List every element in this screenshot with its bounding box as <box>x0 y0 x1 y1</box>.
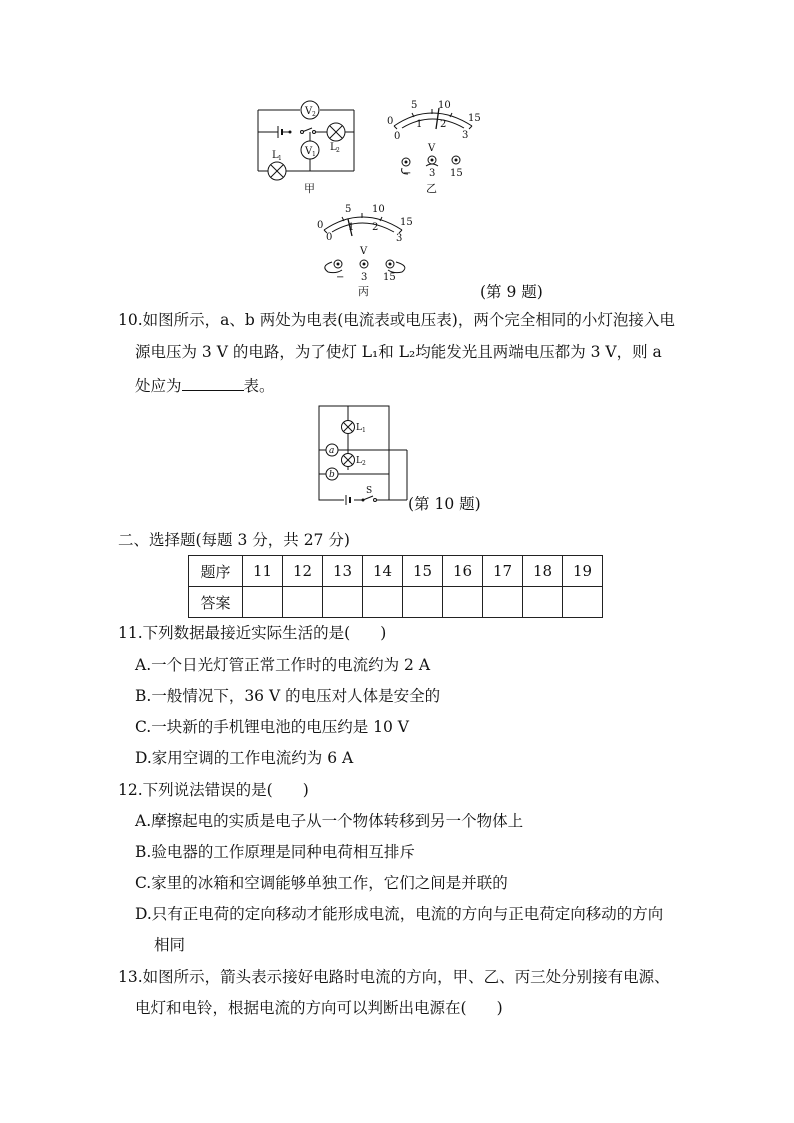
fig9-l2-sub: 2 <box>336 147 340 154</box>
fig9-yi-tick-0: 0 <box>394 131 401 142</box>
fig9-bing-term-15: 15 <box>383 272 396 283</box>
fig9-yi-unit: V <box>428 143 436 154</box>
q12-option-d-cont: 相同 <box>154 936 186 954</box>
fig9-yi-meter <box>380 96 490 196</box>
answer-table-number: 16 <box>443 556 483 587</box>
fig9-bing-term-minus: − <box>336 272 345 283</box>
q11-stem <box>118 623 386 643</box>
q13-line2 <box>135 998 503 1018</box>
section2-heading: 二、选择题(每题 3 分，共 27 分) <box>118 531 350 549</box>
fig9-yi-tick-1: 1 <box>416 119 423 130</box>
answer-table-number: 13 <box>323 556 363 587</box>
fig10-l1: L <box>356 423 362 433</box>
answer-table-number-row <box>189 556 603 587</box>
q11-option-d: D.家用空调的工作电流约为 6 A <box>135 749 354 767</box>
answer-table-number: 17 <box>483 556 523 587</box>
q10-line3-post: 表。 <box>243 377 275 395</box>
q11-option-c: C.一块新的手机锂电池的电压约是 10 V <box>135 718 410 736</box>
fig9-bing-tick-0: 0 <box>326 232 333 243</box>
q12-stem-end: ) <box>302 781 309 799</box>
answer-table-row1-head: 题序 <box>189 556 243 587</box>
answer-cell[interactable] <box>363 587 403 618</box>
q11-option-b: B.一般情况下，36 V 的电压对人体是安全的 <box>135 687 441 705</box>
fig9-yi-tick-15: 15 <box>468 113 481 124</box>
fig9-yi-term-3: 3 <box>429 168 436 179</box>
q10-answer-blank[interactable] <box>182 374 244 391</box>
fig9-caption: (第 9 题) <box>480 283 543 301</box>
fig9-yi-needle <box>436 108 439 129</box>
answer-table-number: 19 <box>563 556 603 587</box>
q12-stem <box>118 780 309 800</box>
q11-stem-text: 11.下列数据最接近实际生活的是( <box>118 624 351 642</box>
fig9-bing-zero-top: 0 <box>317 220 324 231</box>
q13-line2-end: ) <box>496 999 503 1017</box>
answer-cell[interactable] <box>483 587 523 618</box>
fig9-yi-zero-top: 0 <box>387 116 394 127</box>
answer-cell[interactable] <box>243 587 283 618</box>
q12-stem-text: 12.下列说法错误的是( <box>118 781 273 799</box>
answer-table-row2-head: 答案 <box>189 587 243 618</box>
q12-option-c: C.家里的冰箱和空调能够单独工作，它们之间是并联的 <box>135 874 508 892</box>
q13-line2-text: 电灯和电铃，根据电流的方向可以判断出电源在( <box>135 999 467 1017</box>
q13-line1: 13.如图所示，箭头表示接好电路时电流的方向，甲、乙、丙三处分别接有电源、 <box>118 968 670 986</box>
fig10-l1-sub: 1 <box>362 427 366 434</box>
fig9-yi-term-minus: − <box>403 168 412 179</box>
fig10-l2: L <box>356 456 362 466</box>
q10-line1: 10.如图所示，a、b 两处为电表(电流表或电压表)，两个完全相同的小灯泡接入电 <box>118 311 675 329</box>
answer-table-number: 11 <box>243 556 283 587</box>
fig9-v2-label: V <box>305 106 313 117</box>
fig9-yi-tick-3: 3 <box>462 130 469 141</box>
fig9-bing-unit: V <box>360 246 368 257</box>
fig9-l1-sub: 1 <box>278 155 282 162</box>
fig10-circuit <box>310 402 415 507</box>
fig9-jia-circuit <box>250 96 360 198</box>
fig9-yi-label: 乙 <box>426 182 437 195</box>
fig9-bing-label: 丙 <box>358 285 369 298</box>
fig9-bing-tick-2: 2 <box>372 222 379 233</box>
fig9-bing-tick-10: 10 <box>372 204 385 215</box>
fig9-bing-tick-15: 15 <box>400 217 413 228</box>
fig9-bing-tick-3: 3 <box>396 233 403 244</box>
answer-cell[interactable] <box>323 587 363 618</box>
fig10-l2-sub: 2 <box>362 460 366 467</box>
answer-cell[interactable] <box>403 587 443 618</box>
q12-option-d: D.只有正电荷的定向移动才能形成电流，电流的方向与正电荷定向移动的方向 <box>135 905 664 923</box>
fig10-s: S <box>366 486 373 496</box>
fig9-bing-term-3: 3 <box>361 272 368 283</box>
answer-cell[interactable] <box>283 587 323 618</box>
answer-table-number: 18 <box>523 556 563 587</box>
answer-cell[interactable] <box>443 587 483 618</box>
q10-line2: 源电压为 3 V 的电路，为了使灯 L₁和 L₂均能发光且两端电压都为 3 V，则 a <box>135 343 662 361</box>
fig9-l2-label: L <box>330 142 337 153</box>
fig10-b: b <box>329 470 335 480</box>
fig9-l1-label: L <box>272 150 279 161</box>
fig9-bing-tick-1: 1 <box>348 222 355 233</box>
q10-line3-pre: 处应为 <box>135 377 182 395</box>
fig9-yi-tick-2: 2 <box>440 119 447 130</box>
answer-table-answer-row <box>189 587 603 618</box>
q12-option-a: A.摩擦起电的实质是电子从一个物体转移到另一个物体上 <box>135 812 524 830</box>
answer-table <box>188 555 603 618</box>
answer-table-number: 15 <box>403 556 443 587</box>
fig9-jia-label: 甲 <box>304 182 315 195</box>
q12-option-b: B.验电器的工作原理是同种电荷相互排斥 <box>135 843 415 861</box>
fig10-caption: (第 10 题) <box>408 495 481 513</box>
q10-line3 <box>135 374 275 396</box>
answer-cell[interactable] <box>563 587 603 618</box>
q11-stem-end: ) <box>380 624 387 642</box>
answer-cell[interactable] <box>523 587 563 618</box>
fig9-bing-meter <box>310 200 420 300</box>
fig9-v1-label: V <box>305 146 313 157</box>
fig10-a: a <box>329 446 335 456</box>
answer-table-number: 12 <box>283 556 323 587</box>
fig9-yi-tick-10: 10 <box>438 100 451 111</box>
q11-option-a: A.一个日光灯管正常工作时的电流约为 2 A <box>135 656 431 674</box>
fig9-yi-tick-5: 5 <box>411 100 418 111</box>
fig9-v1-sub: 1 <box>312 151 316 158</box>
fig9-yi-term-15: 15 <box>450 168 463 179</box>
answer-table-number: 14 <box>363 556 403 587</box>
fig9-bing-tick-5: 5 <box>345 204 352 215</box>
fig9-v2-sub: 2 <box>312 111 316 118</box>
